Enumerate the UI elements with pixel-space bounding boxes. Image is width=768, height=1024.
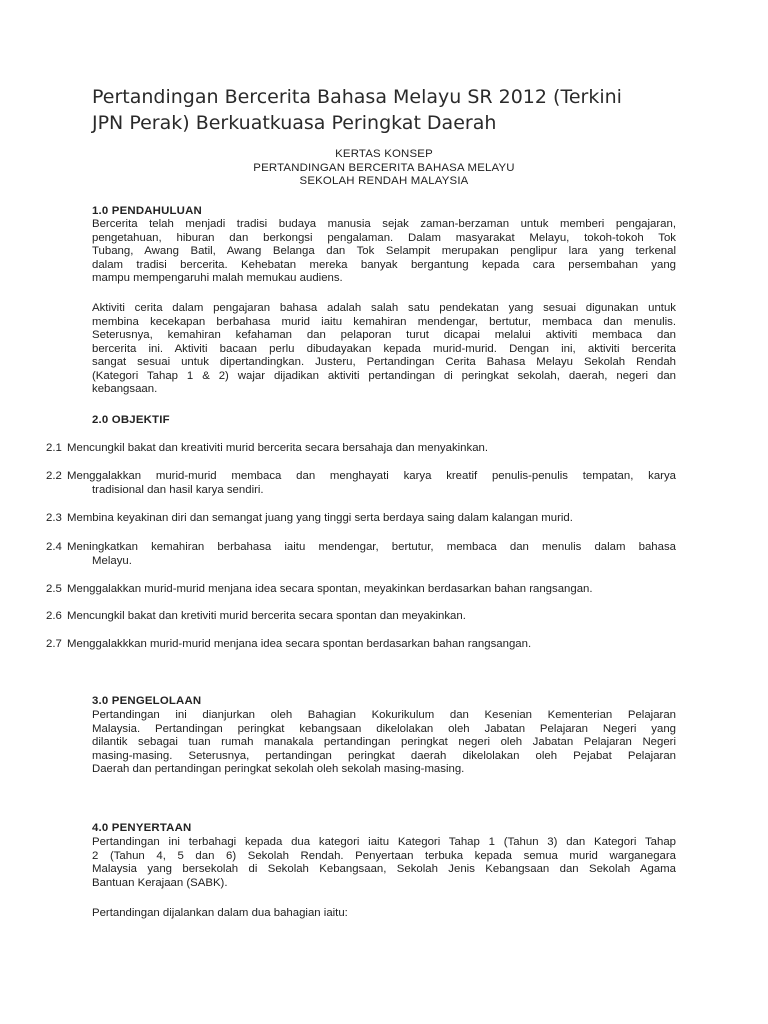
text-line: Aktiviti cerita dalam pengajaran bahasa adalah salah satu pendekatan yang sesuai digunakan untuk <box>92 302 676 314</box>
objective-text: Membina keyakinan diri dan semangat juang yang tinggi serta berdaya saing dalam kalangan murid. <box>67 512 573 524</box>
objective-text-continued: Melayu. <box>92 554 132 567</box>
text-line: (Kategori Tahap 1 & 2) wajar dijadikan aktiviti pertandingan di peringkat sekolah, daerah, negeri dan <box>92 369 676 382</box>
objective-number: 2.6 <box>46 610 62 622</box>
objective-item <box>46 512 676 526</box>
section-heading-pengelolaan: 3.0 PENGELOLAAN <box>92 695 202 707</box>
objective-number: 2.5 <box>46 583 62 595</box>
section-heading-penyertaan: 4.0 PENYERTAAN <box>92 822 192 834</box>
objective-item <box>46 442 676 456</box>
objective-text: Mencungkil bakat dan kretiviti murid bercerita secara spontan dan meyakinkan. <box>67 610 466 622</box>
text-line: Bercerita telah menjadi tradisi budaya manusia sejak zaman-berzaman untuk memberi pengajaran, <box>92 218 676 230</box>
text-line: 2 (Tahun 4, 5 dan 6) Sekolah Rendah. Penyertaan terbuka kepada semua murid warganegara <box>92 849 676 862</box>
objective-number: 2.4 <box>46 541 62 553</box>
header-line: KERTAS KONSEP <box>335 148 433 160</box>
text-line: masing-masing. Seterusnya, pertandingan peringkat daerah dikelolakan oleh Pejabat Pelajaran <box>92 749 676 762</box>
document-title <box>92 84 692 136</box>
text-line: Pertandingan dijalankan dalam dua bahagian iaitu: <box>92 907 348 919</box>
header-line: PERTANDINGAN BERCERITA BAHASA MELAYU <box>253 161 515 174</box>
text-line: membina kecekapan berbahasa murid iaitu kemahiran mendengar, bertutur, membaca dan menulis. <box>92 315 676 328</box>
text-line: Bantuan Kerajaan (SABK). <box>92 876 228 889</box>
objective-number: 2.7 <box>46 638 62 650</box>
text-line: dilantik sebagai tuan rumah manakala pertandingan peringkat negeri oleh Jabatan Pelajaran Negeri <box>92 736 676 748</box>
text-line: Pertandingan ini dianjurkan oleh Bahagian Kokurikulum dan Kesenian Kementerian Pelajaran <box>92 709 676 721</box>
text-line: kebangsaan. <box>92 383 158 395</box>
text-line: Pertandingan ini terbahagi kepada dua kategori iaitu Kategori Tahap 1 (Tahun 3) dan Kategori Tahap <box>92 836 676 848</box>
objective-text: Menggalakkkan murid-murid menjana idea secara spontan berdasarkan bahan rangsangan. <box>67 638 532 650</box>
objective-item <box>46 583 676 597</box>
text-line: Tubang, Awang Batil, Awang Belanga dan Tok Selampit merupakan penglipur lara yang terkenal <box>92 245 676 257</box>
text-line: bercerita ini. Aktiviti bacaan perlu dibudayakan kepada murid-murid. Dengan ini, aktiviti bercerita <box>92 342 676 355</box>
concept-paper-header <box>92 148 676 189</box>
text-line: Daerah dan pertandingan peringkat sekolah oleh sekolah masing-masing. <box>92 763 465 775</box>
objective-number: 2.3 <box>46 512 62 524</box>
pengelolaan-paragraph <box>92 709 676 777</box>
text-line: Malaysia yang bersekolah di Sekolah Kebangsaan, Sekolah Jenis Kebangsaan dan Sekolah Agama <box>92 863 676 875</box>
title-line: JPN Perak) Berkuatkuasa Peringkat Daerah <box>92 112 497 134</box>
title-line: Pertandingan Bercerita Bahasa Melayu SR 2012 (Terkini <box>92 86 622 108</box>
text-line: Malaysia. Pertandingan peringkat kebangsaan dikelolakan oleh Jabatan Pelajaran Negeri yang <box>92 722 676 735</box>
text-line: mampu mempengaruhi malah memukau audiens. <box>92 272 343 284</box>
objective-text-continued: tradisional dan hasil karya sendiri. <box>92 483 264 496</box>
objective-item <box>46 638 676 652</box>
objective-item <box>46 610 676 624</box>
objective-text: Mencungkil bakat dan kreativiti murid bercerita secara bersahaja dan menyakinkan. <box>67 442 489 454</box>
objective-item <box>46 541 676 568</box>
objective-item <box>46 470 676 497</box>
text-line: pengetahuan, hiburan dan berkongsi pengalaman. Dalam masyarakat Melayu, tokoh-tokoh Tok <box>92 231 676 244</box>
objective-number: 2.1 <box>46 442 62 454</box>
penyertaan-paragraph-2 <box>92 907 676 921</box>
section-heading-objektif: 2.0 OBJEKTIF <box>92 414 170 426</box>
pendahuluan-paragraph-2 <box>92 302 676 397</box>
section-heading-pendahuluan: 1.0 PENDAHULUAN <box>92 205 202 217</box>
objective-text: Menggalakkan murid-murid menjana idea secara spontan, meyakinkan berdasarkan bahan rangsangan. <box>67 583 593 595</box>
objective-number: 2.2 <box>46 470 62 482</box>
text-line: dalam tradisi bercerita. Kehebatan mereka banyak bergantung kepada cara persembahan yang <box>92 258 676 271</box>
objective-text: Meningkatkan kemahiran berbahasa iaitu mendengar, bertutur, membaca dan menulis dalam bahasa <box>67 541 676 553</box>
header-line: SEKOLAH RENDAH MALAYSIA <box>299 175 469 187</box>
penyertaan-paragraph-1 <box>92 836 676 890</box>
objective-text: Menggalakkan murid-murid membaca dan menghayati karya kreatif penulis-penulis tempatan, karya <box>67 470 676 482</box>
text-line: Seterusnya, kemahiran kefahaman dan pelaporan turut dicapai melalui aktiviti membaca dan <box>92 329 676 341</box>
text-line: sangat sesuai untuk dipertandingkan. Justeru, Pertandingan Cerita Bahasa Melayu Sekolah Rendah <box>92 356 676 368</box>
pendahuluan-paragraph-1 <box>92 218 676 286</box>
